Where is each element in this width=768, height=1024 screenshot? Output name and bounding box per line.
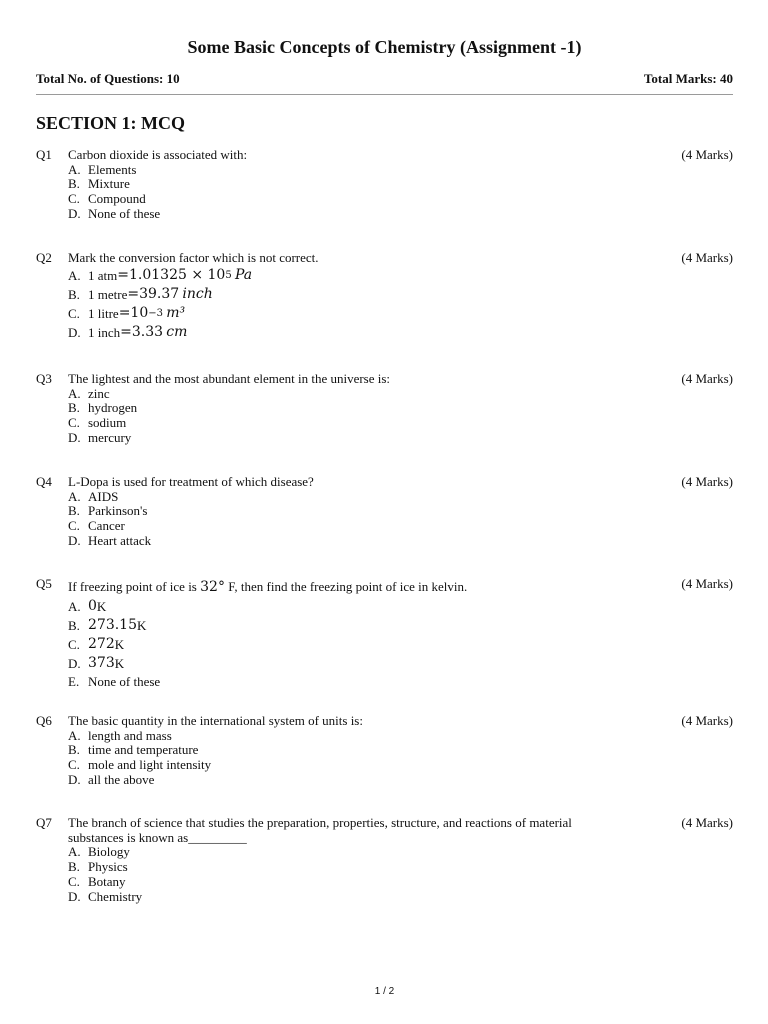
option-exponent: −3 [148,307,163,319]
option-d [68,890,733,905]
option-d [68,323,733,342]
option-value: 1.01325 × 10 [128,266,226,283]
option-d [68,773,733,788]
option-c [68,519,733,534]
option-letter: B. [68,859,80,875]
options-list [68,597,733,690]
option-suffix: cm [166,323,188,340]
option-d [68,654,733,673]
question-5 [36,577,733,690]
option-value: 373 [88,655,115,671]
option-text: mole and light intensity [88,757,212,773]
question-text: The branch of science that studies the preparation, properties, structure, and reactions of material substances is known as_________ [68,815,572,845]
option-text: Heart attack [88,532,152,548]
option-letter: A. [68,161,81,177]
option-c [68,758,733,773]
option-a [68,729,733,744]
question-4 [36,475,733,549]
option-unit: 1 metre [88,286,128,302]
question-text-post: F, then find the freezing point of ice in kelvin. [224,579,468,594]
option-b [68,504,733,519]
option-text: Chemistry [88,888,143,904]
option-text: mercury [88,429,132,445]
option-letter: C. [68,415,80,431]
question-number: Q3 [36,371,52,386]
option-letter: C. [68,518,80,534]
option-text: Cancer [88,518,125,534]
option-text: None of these [88,205,161,221]
option-text: zinc [88,385,110,401]
option-b [68,285,733,304]
option-value: 10 [130,304,149,321]
question-number: Q6 [36,713,52,728]
option-d [68,534,733,549]
question-text: Carbon dioxide is associated with: [68,147,248,162]
option-c [68,875,733,890]
option-a [68,490,733,505]
option-suffix: Pa [234,266,253,283]
option-value: 0 [88,598,97,614]
option-letter: D. [68,888,81,904]
option-b [68,177,733,192]
option-suffix: m³ [166,304,186,321]
option-letter: B. [68,400,80,416]
question-marks: (4 Marks) [681,147,733,162]
option-text: hydrogen [88,400,138,416]
question-3 [36,372,733,446]
options-list [68,163,733,222]
options-list [68,266,733,342]
option-text: Physics [88,859,128,875]
option-d [68,431,733,446]
question-text-pre: If freezing point of ice is [68,579,201,594]
option-value: 3.33 [131,323,164,340]
option-text: Elements [88,161,137,177]
option-letter: D. [68,532,81,548]
options-list [68,845,733,904]
option-a [68,387,733,402]
question-text: Mark the conversion factor which is not correct. [68,250,319,265]
option-letter: C. [68,305,80,321]
option-unit: K [137,618,147,633]
options-list [68,387,733,446]
option-a [68,597,733,616]
question-text [68,577,628,597]
option-letter: D. [68,656,81,671]
header-divider [36,94,733,95]
option-text: time and temperature [88,742,199,758]
option-text: AIDS [88,488,119,504]
option-suffix: inch [182,285,213,302]
option-equals: = [118,304,131,321]
total-questions: Total No. of Questions: 10 [36,71,180,86]
section-title: SECTION 1: MCQ [36,113,186,133]
question-text: The basic quantity in the international system of units is: [68,713,363,728]
option-exponent: 5 [225,269,232,281]
option-letter: C. [68,191,80,207]
option-value: 273.15 [88,617,137,633]
option-text: Botany [88,873,126,889]
option-letter: D. [68,205,81,221]
option-unit: K [114,637,125,652]
options-list [68,490,733,549]
option-letter: A. [68,599,81,614]
option-letter: E. [68,674,80,689]
option-letter: C. [68,637,80,652]
question-marks: (4 Marks) [681,250,733,265]
page-title: Some Basic Concepts of Chemistry (Assignment -1) [187,37,582,57]
question-6 [36,714,733,788]
option-text: Biology [88,844,130,860]
option-unit: K [96,599,107,614]
option-d [68,207,733,222]
question-1 [36,148,733,222]
option-e [68,675,733,690]
question-2 [36,251,733,342]
option-letter: C. [68,757,80,773]
option-text: all the above [88,771,155,787]
page-number: 1 / 2 [374,986,395,997]
option-value: 39.37 [139,285,180,302]
option-letter: A. [68,844,81,860]
option-text: None of these [88,674,161,689]
option-c [68,304,733,323]
option-c [68,416,733,431]
option-unit: 1 litre [88,305,119,321]
option-letter: A. [68,267,81,283]
option-letter: A. [68,727,81,743]
option-letter: A. [68,385,81,401]
question-marks: (4 Marks) [681,474,733,489]
option-b [68,401,733,416]
option-letter: D. [68,324,81,340]
option-equals: = [120,323,132,340]
question-marks: (4 Marks) [681,371,733,386]
option-text: Mixture [88,176,130,192]
option-b [68,743,733,758]
option-letter: B. [68,286,80,302]
question-number: Q2 [36,250,52,265]
option-letter: C. [68,873,80,889]
question-marks: (4 Marks) [681,713,733,728]
option-b [68,860,733,875]
option-equals: = [127,285,140,302]
option-unit: K [114,656,125,671]
option-text: sodium [88,415,127,431]
option-a [68,845,733,860]
question-marks: (4 Marks) [681,815,733,830]
question-number: Q1 [36,147,52,162]
option-letter: B. [68,503,80,519]
question-number: Q7 [36,815,52,830]
question-marks: (4 Marks) [681,576,733,591]
option-unit: 1 atm [88,267,118,283]
question-7 [36,816,733,904]
question-text-value: 32° [200,579,225,595]
option-c [68,192,733,207]
option-letter: A. [68,488,81,504]
option-text: length and mass [88,727,172,743]
option-letter: B. [68,176,80,192]
option-text: Parkinson's [88,503,148,519]
question-number: Q4 [36,474,52,489]
option-letter: B. [68,618,80,633]
option-letter: D. [68,429,81,445]
total-marks: Total Marks: 40 [643,71,733,86]
option-equals: = [117,266,129,283]
option-a [68,163,733,178]
option-letter: D. [68,771,81,787]
option-letter: B. [68,742,80,758]
question-number: Q5 [36,576,52,591]
option-a [68,266,733,285]
options-list [68,729,733,788]
document-page [36,0,733,1024]
option-b [68,616,733,635]
option-text: Compound [88,191,146,207]
option-c [68,635,733,654]
question-text: L-Dopa is used for treatment of which disease? [68,474,314,489]
option-value: 272 [88,636,115,652]
option-unit: 1 inch [88,324,121,340]
question-text: The lightest and the most abundant element in the universe is: [68,371,391,386]
